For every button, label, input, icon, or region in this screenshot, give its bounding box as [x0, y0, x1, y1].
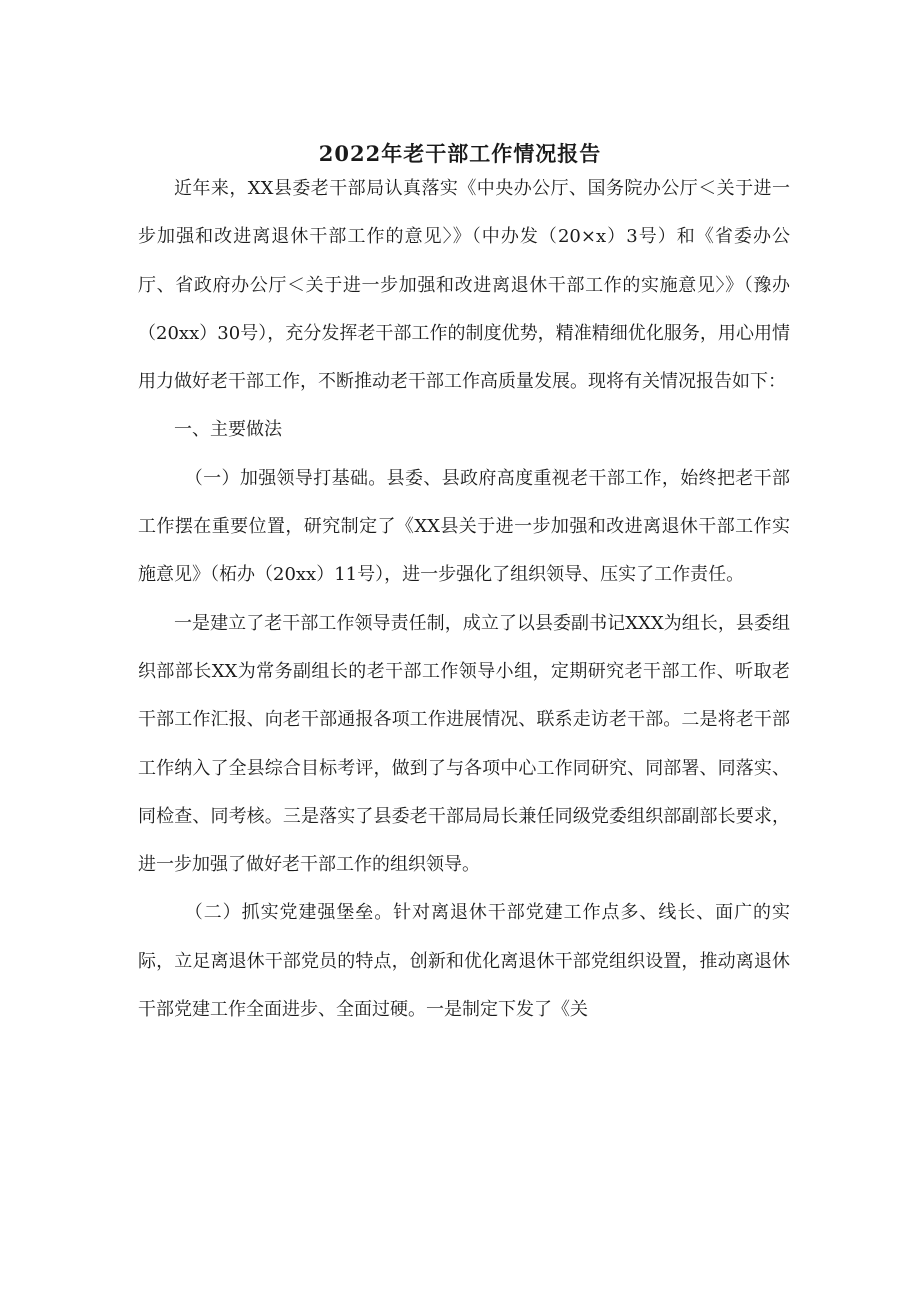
section-heading-main-practices: 一、主要做法: [174, 419, 282, 441]
document-body: [138, 165, 790, 1034]
intro-paragraph: 近年来，XX县委老干部局认真落实《中央办公厅、国务院办公厅＜关于进一步加强和改进离退休干部工作的意见〉》（中办发（20×x）3号）和《省委办公厅、省政府办公厅＜关于进一步加强和改进离退休干部工作的实施意见〉》（豫办（20xx）30号），充分发挥老干部工作的制度优势，精准精细优化服务，用心用情用力做好老干部工作，不断推动老干部工作高质量发展。现将有关情况报告如下：: [138, 178, 790, 393]
document-title: 2022年老干部工作情况报告: [318, 141, 602, 167]
subsection-2-paragraph: （二）抓实党建强堡垒。针对离退休干部党建工作点多、线长、面广的实际，立足离退休干部党员的特点，创新和优化离退休干部党组织设置，推动离退休干部党建工作全面进步、全面过硬。一是制定下发了《关: [138, 902, 790, 1021]
leadership-responsibility-paragraph: 一是建立了老干部工作领导责任制，成立了以县委副书记XXX为组长，县委组织部部长XX为常务副组长的老干部工作领导小组，定期研究老干部工作、听取老干部工作汇报、向老干部通报各项工作进展情况、联系走访老干部。二是将老干部工作纳入了全县综合目标考评，做到了与各项中心工作同研究、同部署、同落实、同检查、同考核。三是落实了县委老干部局局长兼任同级党委组织部副部长要求，进一步加强了做好老干部工作的组织领导。: [138, 612, 790, 876]
subsection-1-paragraph: （一）加强领导打基础。县委、县政府高度重视老干部工作，始终把老干部工作摆在重要位置，研究制定了《XX县关于进一步加强和改进离退休干部工作实施意见》（柘办（20xx）11号），进一步强化了组织领导、压实了工作责任。: [138, 467, 790, 586]
